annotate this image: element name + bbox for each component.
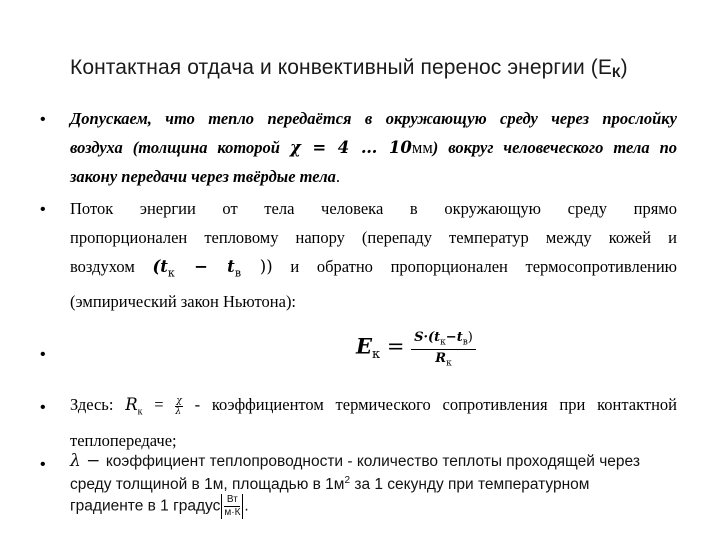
num-sub-k: к bbox=[440, 337, 446, 348]
bullet-3-text bbox=[70, 390, 677, 455]
b2-math-close: )) bbox=[241, 257, 273, 276]
b4-l3b: . bbox=[244, 497, 249, 515]
bullet-1-line-2 bbox=[70, 133, 677, 162]
slide-title bbox=[70, 56, 690, 80]
b4-lambda: λ − bbox=[70, 451, 106, 471]
bullet-1-line-3 bbox=[70, 162, 677, 191]
title-subscript: К bbox=[611, 64, 621, 80]
b4-l2b: за 1 секунду при температурном bbox=[350, 476, 590, 494]
b1-l3b: . bbox=[335, 167, 341, 186]
bullet-marker: • bbox=[40, 456, 46, 473]
formula-numerator bbox=[411, 330, 476, 350]
unit-bracket bbox=[221, 494, 243, 519]
b3-frac-num: χ bbox=[176, 395, 182, 406]
b2-l3b: и обратно пропорционален термосопротивлению bbox=[272, 257, 678, 276]
formula-fraction bbox=[411, 330, 476, 368]
bullet-3-line-2: теплопередаче; bbox=[70, 431, 177, 451]
bullet-4-line-2 bbox=[70, 471, 670, 494]
b4-l3a: градиенте в 1 градус bbox=[70, 497, 221, 515]
bullet-4-text bbox=[70, 452, 670, 519]
bullet-marker: • bbox=[40, 111, 46, 128]
bullet-2-text bbox=[70, 194, 677, 316]
b4-l2a: среду толщиной в 1м, площадью в 1м bbox=[70, 476, 345, 494]
bullet-1-text bbox=[70, 104, 677, 191]
bullet-2-line-1: Поток энергии от тела человека в окружающую среду прямо bbox=[70, 199, 677, 218]
b2-math-b: − t bbox=[174, 257, 235, 276]
bullet-marker: • bbox=[40, 399, 46, 416]
b1-l2a: воздуха (толщина которой bbox=[70, 138, 290, 157]
energy-formula bbox=[356, 330, 516, 380]
num-a: S·(t bbox=[414, 330, 441, 345]
num-sub-v: в bbox=[462, 337, 468, 348]
b2-sub-k: к bbox=[167, 266, 175, 280]
bullet-4-line-3 bbox=[70, 494, 670, 519]
b1-l3a: закону передачи через твёрдые тела bbox=[70, 167, 336, 186]
den-r: R bbox=[435, 350, 447, 366]
b1-unit: мм bbox=[411, 138, 433, 157]
b3-fraction bbox=[175, 396, 182, 417]
b2-sub-v: в bbox=[234, 266, 242, 280]
b1-l2b: ) вокруг человеческого тела по bbox=[432, 138, 677, 157]
b2-math-a: (t bbox=[152, 257, 168, 276]
formula-equals: = bbox=[380, 334, 412, 359]
b3-eq: = bbox=[142, 395, 176, 414]
num-close: ) bbox=[467, 330, 473, 345]
formula-lhs-sub: к bbox=[372, 346, 381, 362]
b3-l1a: Здесь: bbox=[70, 395, 126, 414]
b3-frac-den: λ bbox=[175, 406, 182, 417]
b1-thickness-math: χ = 4 … 10 bbox=[289, 138, 412, 157]
b3-r: R bbox=[125, 395, 138, 414]
b3-l1b: - коэффициентом термического сопротивления при контактной bbox=[182, 395, 678, 414]
b4-sup: 2 bbox=[344, 475, 351, 486]
den-sub: к bbox=[446, 358, 452, 369]
b4-l1: коэффициент теплопроводности - количество теплоты проходящей через bbox=[105, 453, 640, 470]
bullet-1-line-1: Допускаем, что тепло передаётся в окружающую среду через прослойку bbox=[70, 109, 677, 128]
num-mid: −t bbox=[445, 330, 463, 345]
b3-r-sub: к bbox=[137, 406, 143, 418]
formula-denominator bbox=[411, 350, 476, 369]
bullet-marker: • bbox=[40, 346, 46, 363]
bullet-2-line-4: (эмпирический закон Ньютона): bbox=[70, 292, 297, 312]
title-close: ) bbox=[620, 56, 628, 79]
b2-l3a: воздухом bbox=[70, 257, 153, 276]
bullet-3-line-1 bbox=[70, 390, 677, 426]
bullet-4-line-1 bbox=[70, 452, 670, 471]
unit-den: м·К bbox=[224, 507, 241, 519]
bullet-2-line-2: пропорционален тепловому напору (перепаду температур между кожей и bbox=[70, 228, 677, 247]
unit-num: Вт bbox=[224, 494, 240, 507]
title-text: Контактная отдача и конвективный перенос энергии (Е bbox=[70, 56, 612, 79]
formula-lhs: E bbox=[356, 333, 373, 359]
bullet-2-line-3 bbox=[70, 252, 677, 287]
bullet-marker: • bbox=[40, 201, 46, 218]
